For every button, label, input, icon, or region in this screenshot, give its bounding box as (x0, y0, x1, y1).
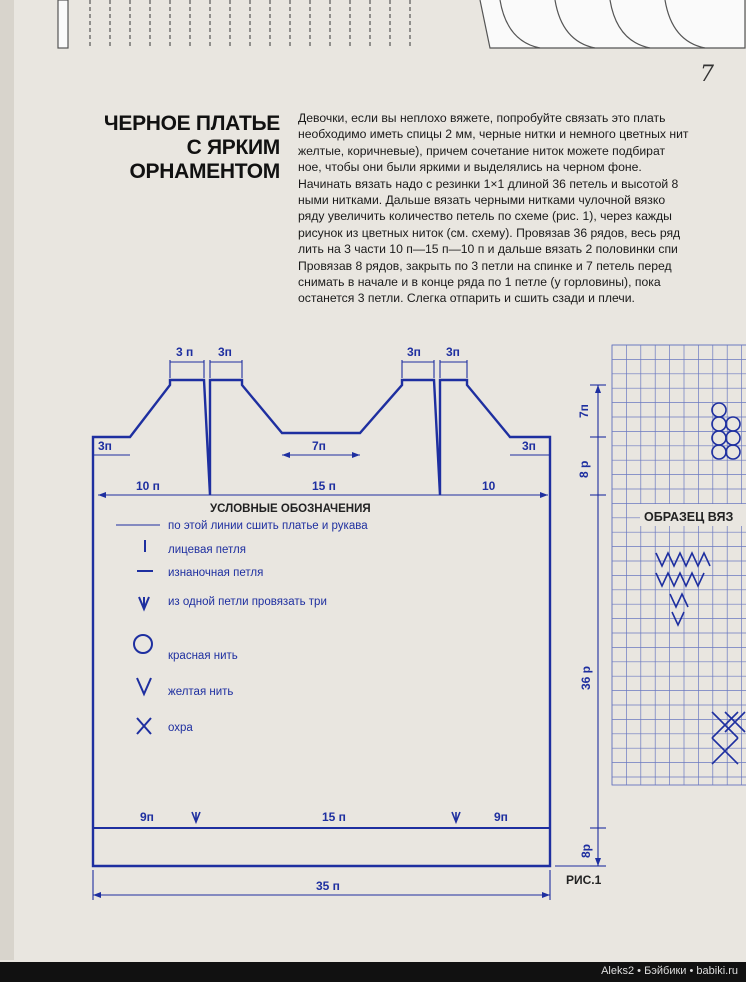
body-line: необходимо иметь спицы 2 мм, черные нитки и немного цветных нит (298, 127, 689, 142)
dim-label-3p-right: 3п (522, 439, 536, 453)
dim-label-3p: 3п (218, 345, 232, 359)
title-line: С ЯРКИМ (186, 136, 280, 159)
page-number: 7 (700, 62, 714, 87)
body-line: останется 3 петли. Слегка отпарить и сшить сзади и плечи. (298, 291, 635, 306)
body-line: ное, чтобы они были яркими и выделялись на черном фоне. (298, 160, 642, 175)
body-line: снимать в начале и в конце ряда по 1 петле (у горловины), пока (298, 275, 661, 290)
dim-label-10: 10 (482, 479, 496, 493)
legend-text-ochre: охра (168, 722, 193, 734)
dim-label-10p: 10 п (136, 479, 160, 493)
dim-label-15p-bottom: 15 п (322, 810, 346, 824)
legend-text-seam: по этой линии сшить платье и рукава (168, 520, 368, 532)
figure-label: РИС.1 (566, 873, 602, 887)
footer-watermark: Aleks2 • Бэйбики • babiki.ru (601, 965, 738, 977)
dim-label-8r-top: 8 р (577, 460, 591, 478)
dim-label-3p: 3п (446, 345, 460, 359)
dim-label-3p: 3п (407, 345, 421, 359)
dim-label-15p: 15 п (312, 479, 336, 493)
dim-label-8r-bottom: 8р (579, 843, 593, 858)
dim-label-9p-right: 9п (494, 810, 508, 824)
dim-label-7p-vertical: 7п (577, 404, 591, 418)
body-line: лить на 3 части 10 п—15 п—10 п и дальше вязать 2 половинки спи (298, 242, 678, 257)
title-line: ЧЕРНОЕ ПЛАТЬЕ (103, 112, 280, 135)
body-line: рисунок из цветных ниток (см. схему). Провязав 36 рядов, весь ряд (298, 225, 681, 240)
title-line: ОРНАМЕНТОМ (129, 160, 280, 183)
chart-heading: ОБРАЗЕЦ ВЯЗ (644, 510, 734, 524)
legend-text-purl: изнаночная петля (168, 567, 264, 579)
dim-label-3p: 3 п (176, 345, 194, 359)
legend-heading: УСЛОВНЫЕ ОБОЗНАЧЕНИЯ (210, 503, 371, 515)
body-line: Девочки, если вы неплохо вяжете, попробуйте связать это плать (298, 111, 666, 125)
body-line: Провязав 8 рядов, закрыть по 3 петли на спинке и 7 петель перед (298, 258, 672, 273)
dim-label-7p: 7п (312, 439, 326, 453)
body-line: желтые, коричневые), причем сочетание ниток можете подбират (298, 143, 666, 158)
dim-label-35p: 35 п (316, 879, 340, 893)
dim-label-3p-left: 3п (98, 439, 112, 453)
body-line: Начинать вязать надо с резинки 1×1 длиной 36 петель и высотой 8 (298, 176, 679, 191)
legend-text-increase: из одной петли провязать три (168, 596, 327, 608)
legend-text-red: красная нить (168, 650, 238, 662)
legend-text-knit: лицевая петля (168, 544, 246, 556)
dim-label-36r: 36 р (579, 665, 593, 690)
legend-text-yellow: желтая нить (168, 686, 234, 698)
body-line: ными нитками. Дальше вязать черными нитками чулочной вязко (298, 193, 666, 208)
dim-label-9p-left: 9п (140, 810, 154, 824)
body-line: ряду увеличить количество петель по схеме (рис. 1), через кажды (298, 209, 672, 224)
footer-bar (0, 962, 746, 982)
